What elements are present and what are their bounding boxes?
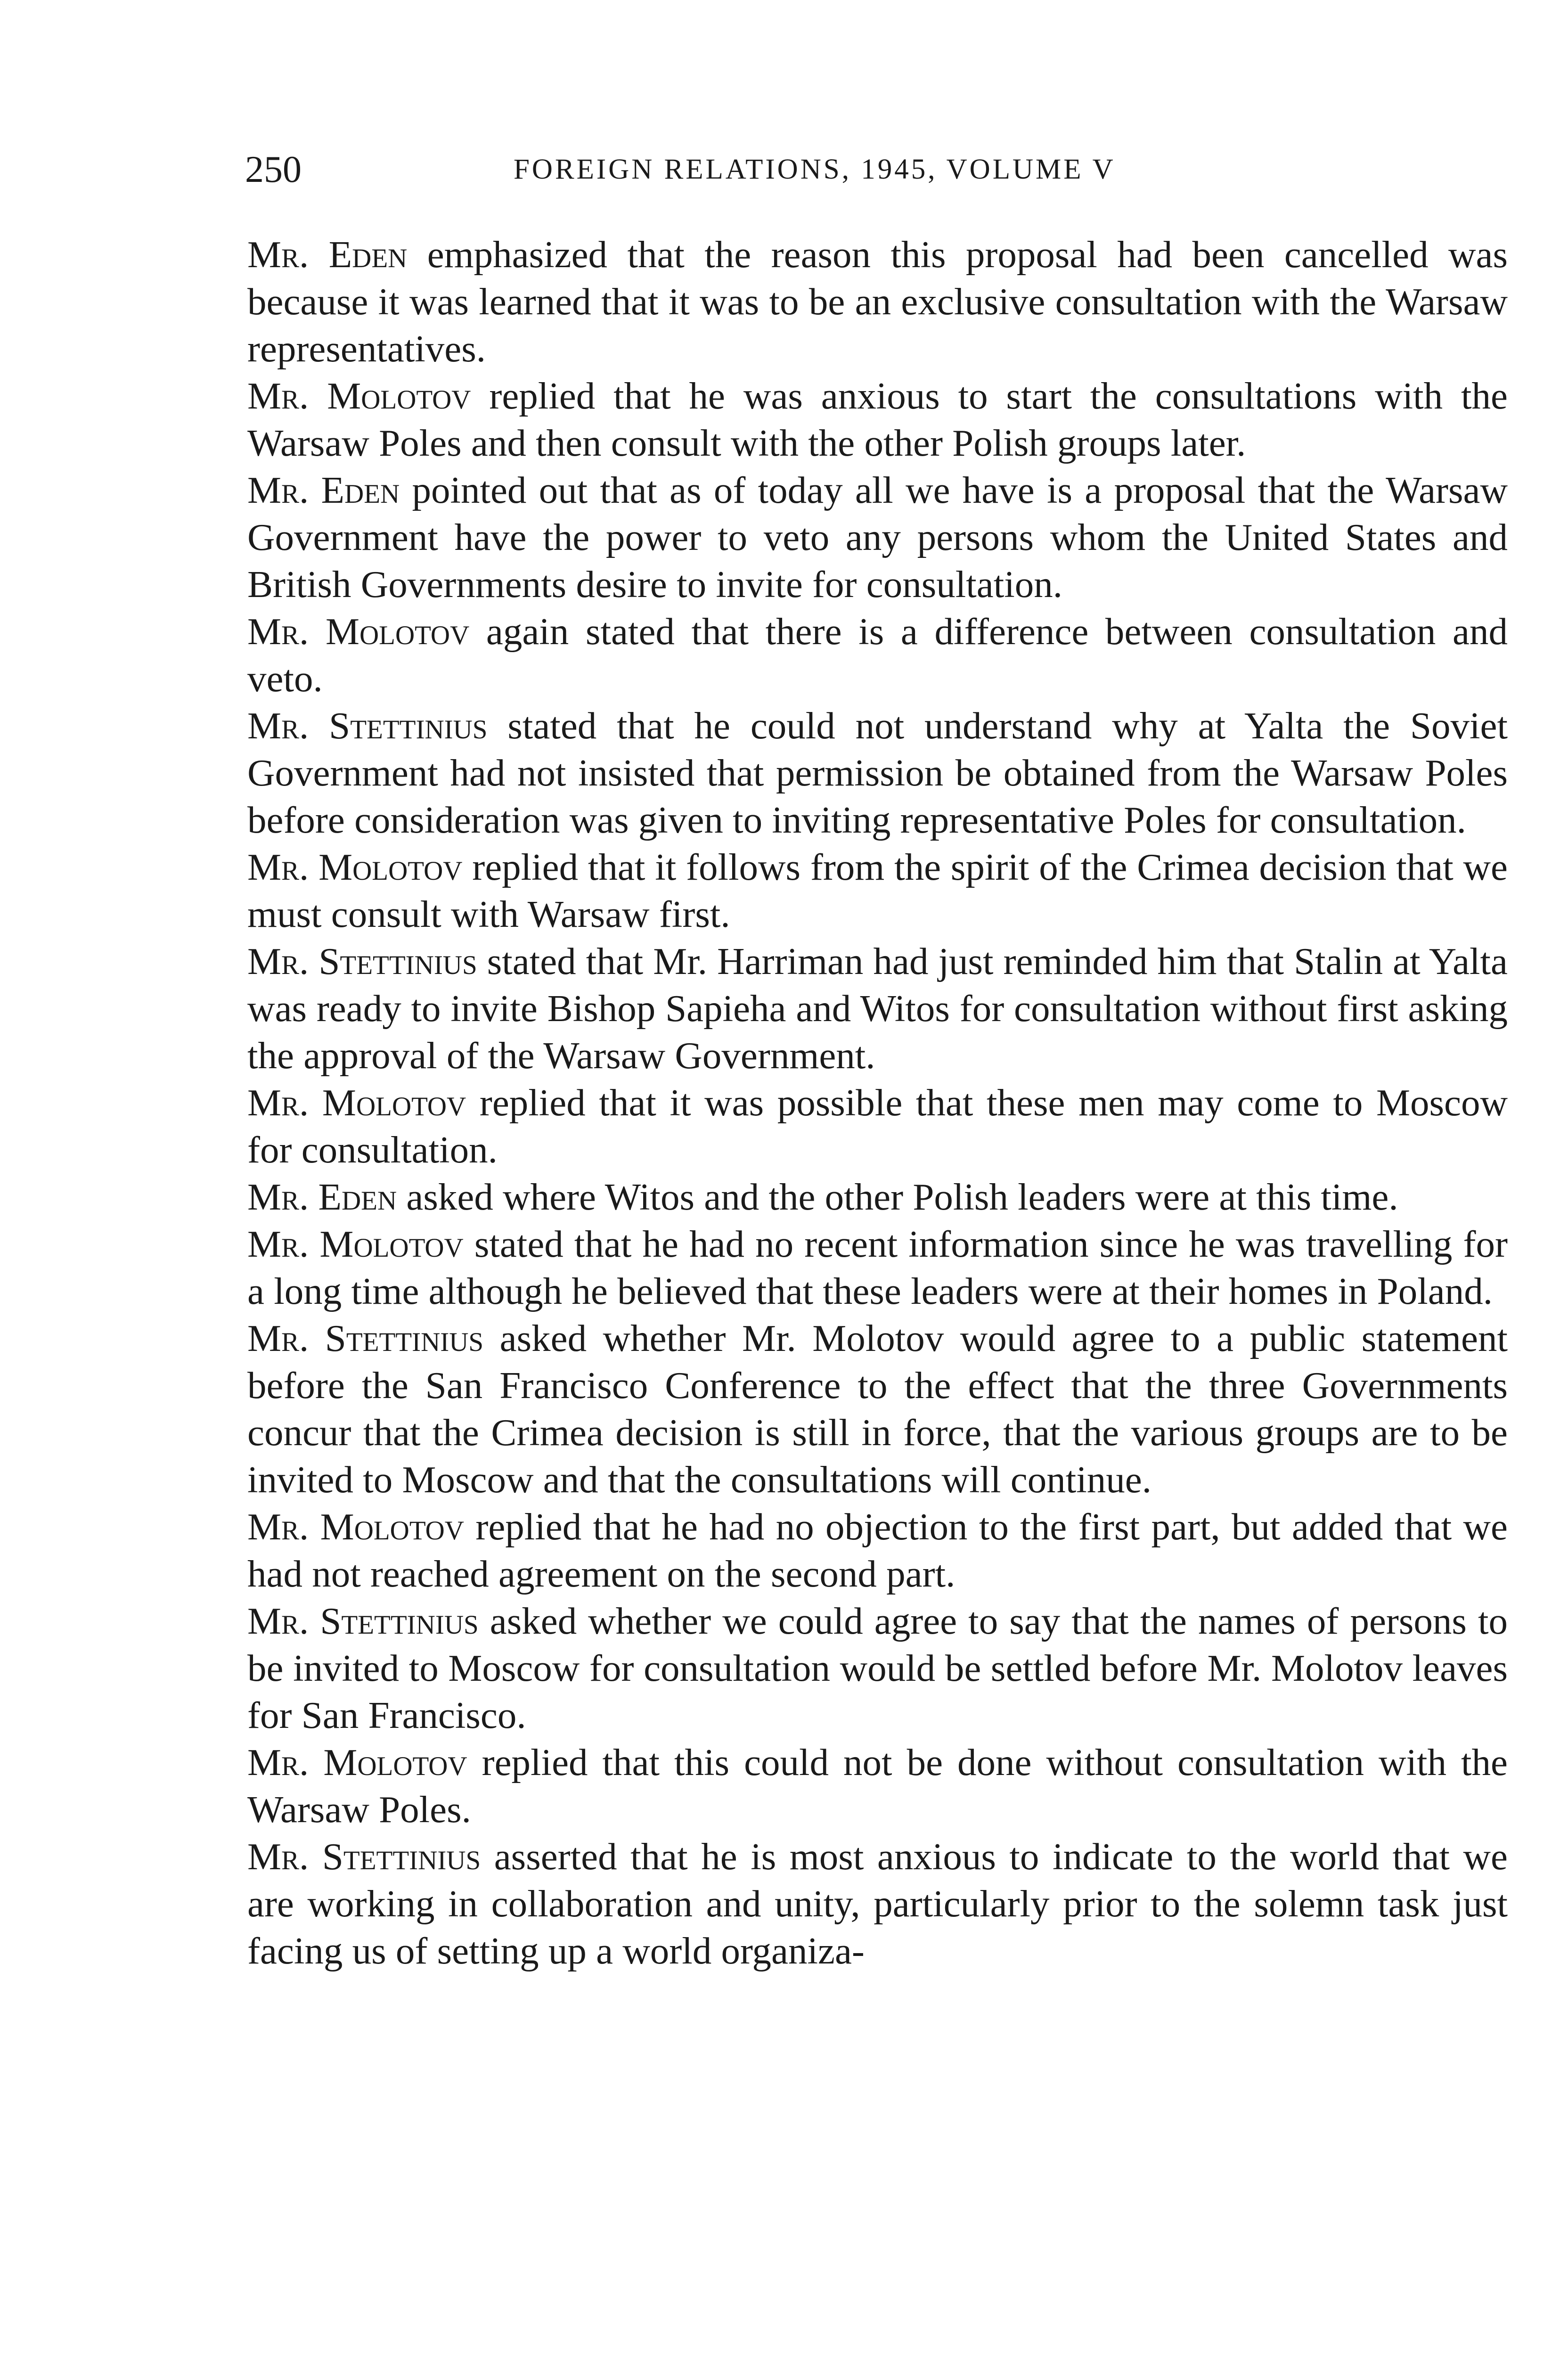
- paragraph-text: replied that he was anxious to start the consultations with the Warsaw Poles and then consult with the other Polish groups later.: [247, 375, 1508, 464]
- paragraph-text: replied that it was possible that these men may come to Moscow for consultation.: [247, 1081, 1508, 1171]
- speaker-name: Mr. Molotov: [247, 1505, 464, 1548]
- speaker-name: Mr. Molotov: [247, 846, 463, 888]
- paragraph-text: replied that it follows from the spirit of the Crimea decision that we must consult with Warsaw first.: [247, 846, 1508, 935]
- paragraph-3: [247, 466, 1508, 608]
- speaker-name: Mr. Eden: [247, 1176, 397, 1218]
- paragraph-text: asked whether Mr. Molotov would agree to a public statement before the San Francisco Conference to the effect that the three Governments concur that the Crimea decision is still in force, that the various groups are to be invited to Moscow and that the consultations will continue.: [247, 1317, 1508, 1501]
- paragraph-text: asked whether we could agree to say that the names of persons to be invited to Moscow for consultation would be settled before Mr. Molotov leaves for San Francisco.: [247, 1600, 1508, 1736]
- speaker-name: Mr. Molotov: [247, 610, 470, 653]
- running-head: [245, 141, 1517, 198]
- paragraph-text: asserted that he is most anxious to indicate to the world that we are working in collaboration and unity, particularly prior to the solemn task just facing us of setting up a world organiza-: [247, 1835, 1508, 1972]
- body-text: [247, 231, 1508, 1974]
- paragraph-7: [247, 938, 1508, 1079]
- paragraph-10: [247, 1220, 1508, 1315]
- paragraph-12: [247, 1503, 1508, 1597]
- paragraph-text: stated that he had no recent information since he was travelling for a long time although he believed that these leaders were at their homes in Poland.: [247, 1223, 1508, 1312]
- paragraph-text: asked where Witos and the other Polish leaders were at this time.: [397, 1176, 1398, 1218]
- paragraph-text: emphasized that the reason this proposal had been cancelled was because it was learned that it was to be an exclusive consultation with the Warsaw representatives.: [247, 233, 1508, 370]
- speaker-name: Mr. Stettinius: [247, 1317, 484, 1359]
- running-head-title: FOREIGN RELATIONS, 1945, VOLUME V: [514, 154, 1116, 185]
- page-number: 250: [245, 149, 302, 190]
- speaker-name: Mr. Stettinius: [247, 1600, 479, 1642]
- paragraph-text: pointed out that as of today all we have is a proposal that the Warsaw Government have the power to veto any persons whom the United States and British Governments desire to invite for consultation.: [247, 469, 1508, 605]
- paragraph-text: stated that Mr. Harriman had just reminded him that Stalin at Yalta was ready to invite Bishop Sapieha and Witos for consultation without first asking the approval of the Warsaw Government.: [247, 940, 1508, 1077]
- paragraph-6: [247, 843, 1508, 938]
- paragraph-5: [247, 702, 1508, 843]
- paragraph-15: [247, 1833, 1508, 1974]
- speaker-name: Mr. Eden: [247, 233, 408, 276]
- speaker-name: Mr. Eden: [247, 469, 400, 511]
- speaker-name: Mr. Molotov: [247, 1741, 467, 1783]
- speaker-name: Mr. Molotov: [247, 1081, 466, 1124]
- paragraph-13: [247, 1597, 1508, 1739]
- speaker-name: Mr. Molotov: [247, 1223, 464, 1265]
- speaker-name: Mr. Stettinius: [247, 940, 477, 982]
- paragraph-14: [247, 1739, 1508, 1833]
- paragraph-text: again stated that there is a difference between consultation and veto.: [247, 610, 1508, 700]
- paragraph-9: [247, 1173, 1508, 1220]
- paragraph-4: [247, 608, 1508, 702]
- speaker-name: Mr. Stettinius: [247, 1835, 481, 1878]
- paragraph-text: replied that this could not be done without consultation with the Warsaw Poles.: [247, 1741, 1508, 1831]
- paragraph-text: stated that he could not understand why at Yalta the Soviet Government had not insisted that permission be obtained from the Warsaw Poles before consideration was given to inviting representative Poles for consultation.: [247, 704, 1508, 841]
- speaker-name: Mr. Molotov: [247, 375, 471, 417]
- paragraph-1: [247, 231, 1508, 372]
- paragraph-2: [247, 372, 1508, 466]
- speaker-name: Mr. Stettinius: [247, 704, 488, 747]
- paragraph-11: [247, 1315, 1508, 1503]
- paragraph-8: [247, 1079, 1508, 1173]
- paragraph-text: replied that he had no objection to the first part, but added that we had not reached agreement on the second part.: [247, 1505, 1508, 1595]
